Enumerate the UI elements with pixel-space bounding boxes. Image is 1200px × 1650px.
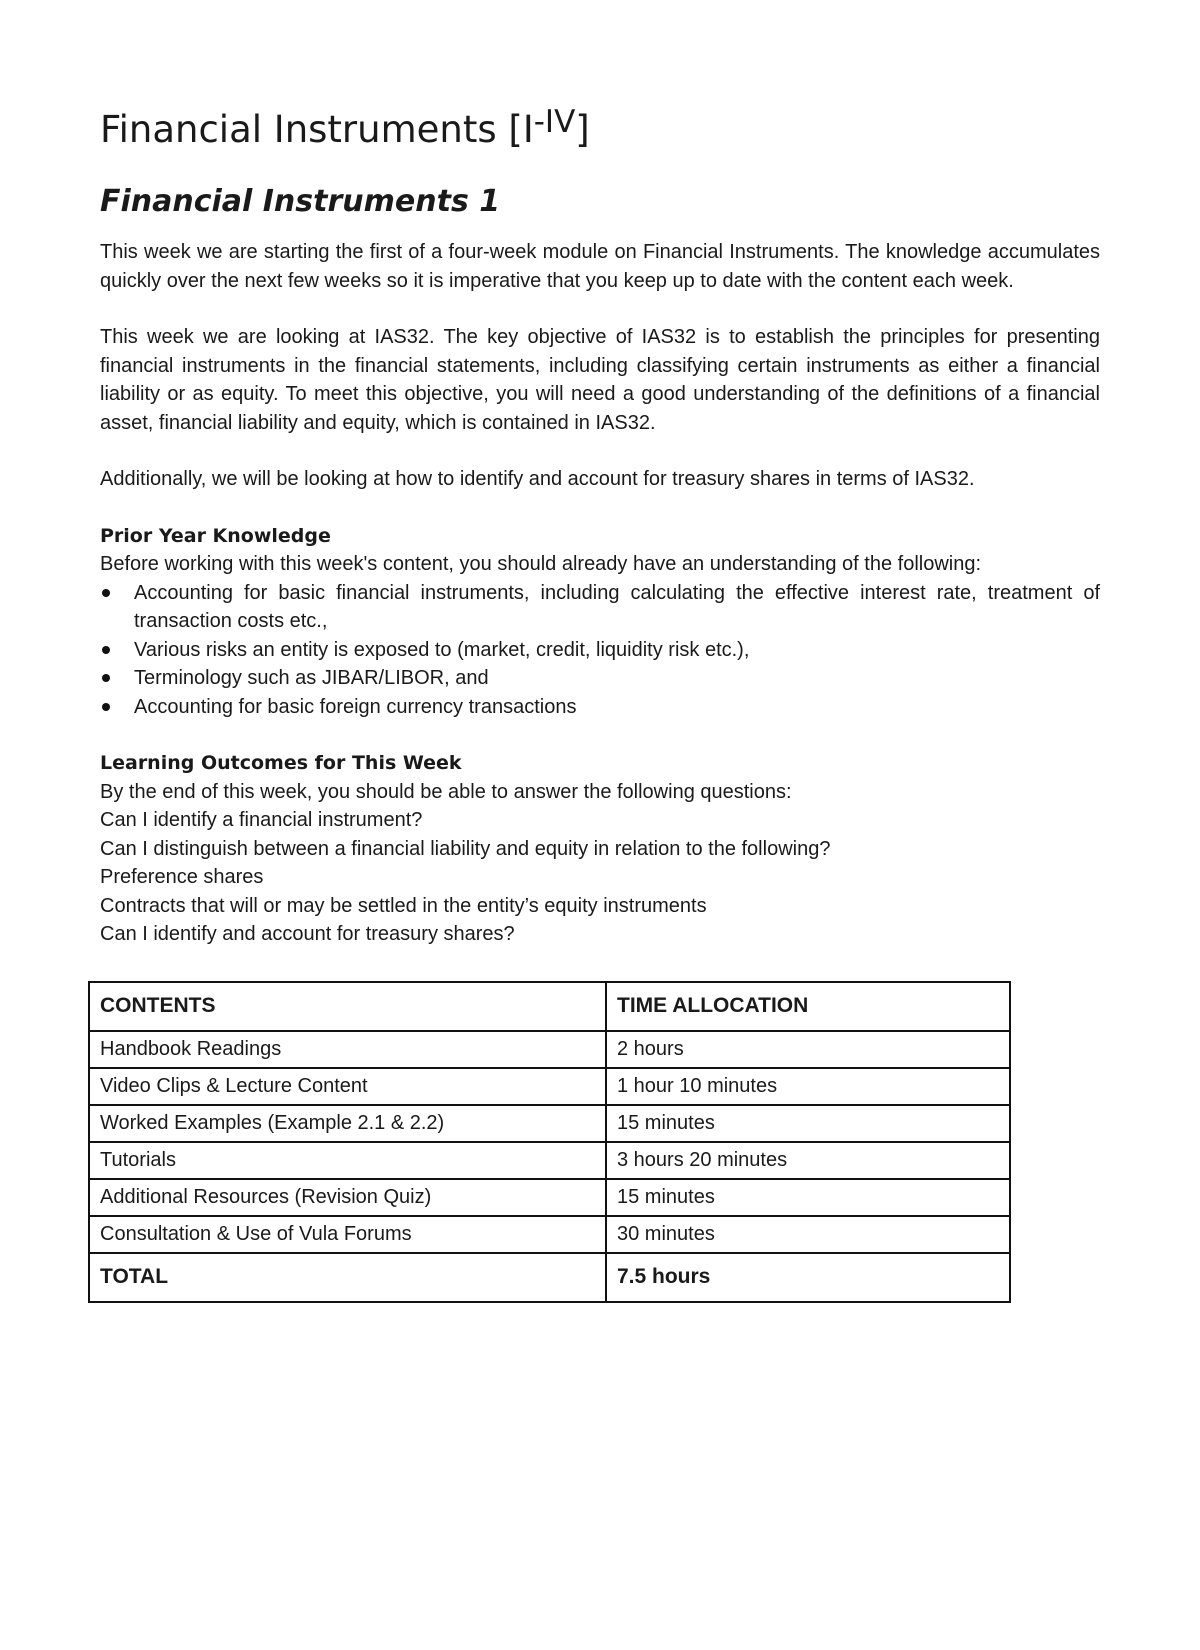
table-cell: Additional Resources (Revision Quiz) <box>89 1179 606 1216</box>
outcome-line: Can I distinguish between a financial liability and equity in relation to the following? <box>100 837 831 860</box>
table-row <box>89 1031 1010 1068</box>
document-page <box>100 104 1100 1303</box>
table-cell: 2 hours <box>606 1031 1010 1068</box>
table-cell: 15 minutes <box>606 1179 1010 1216</box>
table-row <box>89 1068 1010 1105</box>
treasury-paragraph: Additionally, we will be looking at how to identify and account for treasury shares in terms of IAS32. <box>100 468 975 491</box>
list-item <box>100 693 1100 722</box>
learning-outcomes-section <box>100 749 1100 949</box>
bullet-icon <box>102 646 110 654</box>
bullet-icon <box>102 674 110 682</box>
section-title: Financial Instruments 1 <box>100 184 501 220</box>
prior-knowledge-heading: Prior Year Knowledge <box>100 524 331 547</box>
list-item-text: Terminology such as JIBAR/LIBOR, and <box>134 667 489 690</box>
table-total-label: TOTAL <box>89 1253 606 1302</box>
table-cell: Tutorials <box>89 1142 606 1179</box>
table-cell: Video Clips & Lecture Content <box>89 1068 606 1105</box>
table-cell: 30 minutes <box>606 1216 1010 1253</box>
table-cell: 3 hours 20 minutes <box>606 1142 1010 1179</box>
outcome-line: Can I identify and account for treasury shares? <box>100 923 515 946</box>
table-header-cell: CONTENTS <box>89 982 606 1031</box>
bullet-icon <box>102 703 110 711</box>
table-cell: 1 hour 10 minutes <box>606 1068 1010 1105</box>
outcome-line: Preference shares <box>100 866 264 889</box>
table-cell: 15 minutes <box>606 1105 1010 1142</box>
table-cell: Handbook Readings <box>89 1031 606 1068</box>
table-cell: Consultation & Use of Vula Forums <box>89 1216 606 1253</box>
document-title <box>100 104 1100 152</box>
outcome-line: Contracts that will or may be settled in the entity’s equity instruments <box>100 894 707 917</box>
table-header-row <box>89 982 1010 1031</box>
list-item-text: Various risks an entity is exposed to (market, credit, liquidity risk etc.), <box>134 638 750 661</box>
learning-outcomes-heading: Learning Outcomes for This Week <box>100 752 462 775</box>
title-close: ] <box>575 108 590 151</box>
table-cell: Worked Examples (Example 2.1 & 2.2) <box>89 1105 606 1142</box>
table-row <box>89 1216 1010 1253</box>
title-superscript: -IV <box>533 104 576 140</box>
outcome-line: By the end of this week, you should be able to answer the following questions: <box>100 780 792 803</box>
table-row <box>89 1105 1010 1142</box>
time-allocation-table <box>88 981 1011 1303</box>
list-item-text: Accounting for basic financial instruments, including calculating the effective interest rate, treatment of transaction costs etc., <box>134 581 1100 633</box>
list-item <box>100 636 1100 665</box>
list-item <box>100 579 1100 636</box>
intro-paragraph: This week we are starting the first of a four-week module on Financial Instruments. The knowledge accumulates quickly over the next few weeks so it is imperative that you keep up to date with the content each week. <box>100 241 1100 292</box>
table-row <box>89 1179 1010 1216</box>
prior-knowledge-intro: Before working with this week's content, you should already have an understanding of the following: <box>100 553 982 576</box>
table-header-cell: TIME ALLOCATION <box>606 982 1010 1031</box>
prior-knowledge-section <box>100 522 1100 722</box>
bullet-icon <box>102 589 110 597</box>
outcome-line: Can I identify a financial instrument? <box>100 809 423 832</box>
list-item-text: Accounting for basic foreign currency transactions <box>134 695 577 718</box>
prior-knowledge-list <box>100 579 1100 722</box>
title-main: Financial Instruments [I <box>100 108 534 151</box>
list-item <box>100 664 1100 693</box>
table-total-row <box>89 1253 1010 1302</box>
objective-paragraph: This week we are looking at IAS32. The key objective of IAS32 is to establish the principles for presenting financial instruments in the financial statements, including classifying certain instruments as either a financial liability or as equity. To meet this objective, you will need a good understanding of the definitions of a financial asset, financial liability and equity, which is contained in IAS32. <box>100 326 1100 434</box>
table-row <box>89 1142 1010 1179</box>
table-total-value: 7.5 hours <box>606 1253 1010 1302</box>
